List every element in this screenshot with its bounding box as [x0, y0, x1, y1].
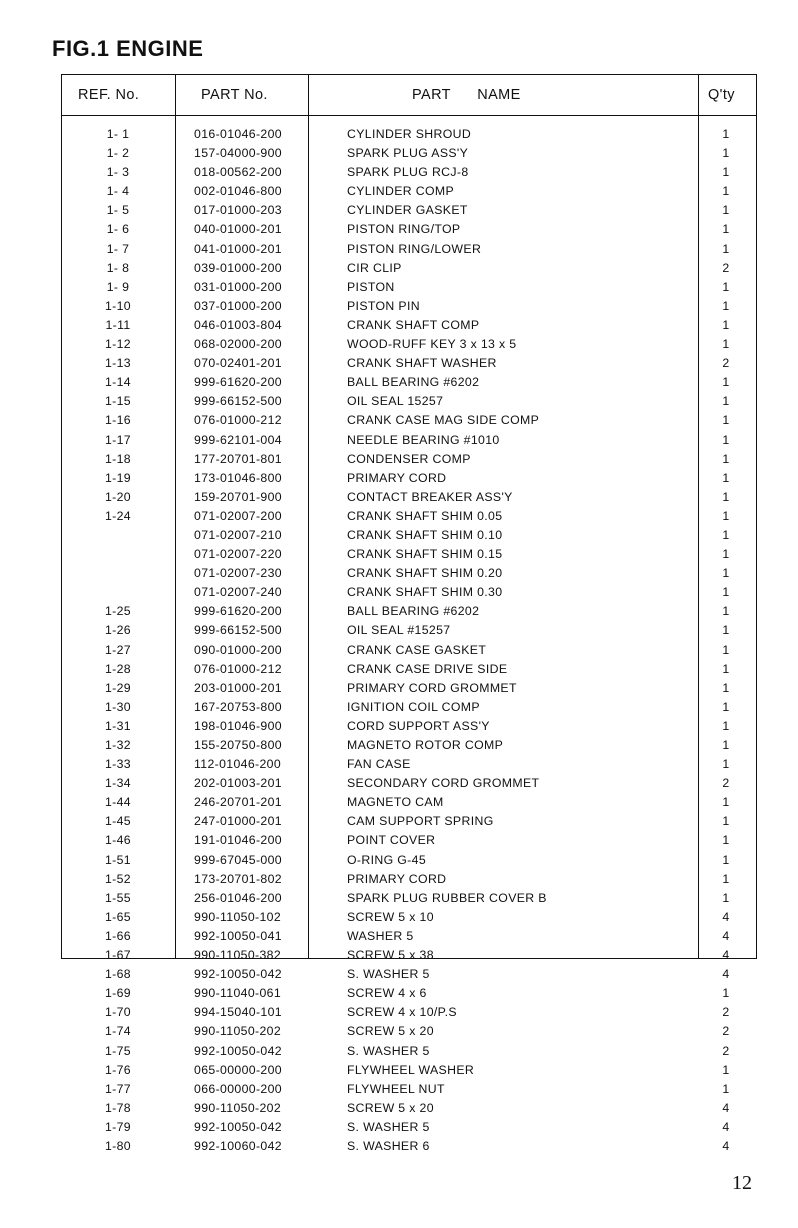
table-row [62, 1100, 756, 1119]
part-name-cell: CRANK SHAFT COMP [347, 317, 480, 332]
table-row [62, 164, 756, 183]
table-row [62, 1138, 756, 1157]
quantity-cell: 2 [722, 260, 730, 275]
part-name-cell: PRIMARY CORD [347, 470, 447, 485]
part-no-cell: 992-10050-041 [194, 928, 282, 943]
ref-no-cell: 1-65 [104, 909, 131, 924]
table-row [62, 336, 756, 355]
part-name-cell: SCREW 4 x 10/P.S [347, 1005, 457, 1020]
ref-no-cell: 1-20 [104, 489, 131, 504]
quantity-cell: 1 [722, 432, 730, 447]
part-no-cell: 071-02007-210 [194, 527, 282, 542]
part-no-cell: 247-01000-201 [194, 814, 282, 829]
table-row [62, 737, 756, 756]
part-name-cell: CRANK SHAFT SHIM 0.05 [347, 508, 503, 523]
table-row [62, 661, 756, 680]
part-no-cell: 202-01003-201 [194, 776, 282, 791]
table-row [62, 642, 756, 661]
table-row [62, 985, 756, 1004]
quantity-cell: 1 [722, 241, 730, 256]
quantity-cell: 1 [722, 738, 730, 752]
part-no-cell: 999-66152-500 [194, 394, 282, 409]
ref-no-cell: 1-26 [104, 623, 131, 638]
ref-no-cell: 1-18 [104, 451, 131, 466]
quantity-cell: 1 [722, 317, 730, 332]
part-name-cell: SCREW 5 x 10 [347, 909, 434, 924]
ref-no-cell: 1-44 [104, 795, 131, 810]
table-row [62, 832, 756, 851]
part-no-cell: 990-11050-102 [194, 909, 282, 924]
quantity-cell: 1 [722, 890, 730, 905]
quantity-cell: 1 [722, 833, 730, 848]
quantity-cell: 2 [722, 1005, 730, 1020]
part-no-cell: 203-01000-201 [194, 680, 282, 695]
table-row [62, 546, 756, 565]
quantity-cell: 1 [722, 623, 730, 638]
part-name-cell: CRANK CASE MAG SIDE COMP [347, 413, 540, 428]
quantity-cell: 2 [722, 1024, 730, 1039]
ref-no-cell: 1-33 [104, 757, 131, 772]
part-name-cell: OIL SEAL #15257 [347, 623, 451, 638]
part-name-cell: PISTON [347, 279, 395, 294]
table-row [62, 928, 756, 947]
part-name-cell: BALL BEARING #6202 [347, 604, 480, 619]
header-part-no: PART No. [201, 87, 268, 103]
ref-no-cell: 1-80 [104, 1138, 131, 1153]
ref-no-cell: 1-29 [104, 680, 131, 695]
ref-no-cell: 1-70 [104, 1005, 131, 1020]
table-row [62, 393, 756, 412]
table-row [62, 221, 756, 240]
quantity-cell: 1 [722, 184, 730, 199]
table-row [62, 890, 756, 909]
ref-no-cell: 1-12 [104, 337, 131, 352]
part-no-cell: 068-02000-200 [194, 337, 282, 352]
part-no-cell: 155-20750-800 [194, 738, 282, 752]
quantity-cell: 4 [722, 928, 730, 943]
part-name-cell: WASHER 5 [347, 928, 414, 943]
part-name-cell: O-RING G-45 [347, 852, 427, 867]
table-row [62, 355, 756, 374]
table-row [62, 260, 756, 279]
page-number: 12 [732, 1172, 752, 1194]
quantity-cell: 1 [722, 165, 730, 180]
table-row [62, 909, 756, 928]
table-row [62, 813, 756, 832]
part-name-cell: CRANK CASE DRIVE SIDE [347, 661, 508, 676]
part-name-cell: PRIMARY CORD [347, 871, 447, 886]
part-no-cell: 076-01000-212 [194, 661, 282, 676]
table-row [62, 1119, 756, 1138]
part-name-cell: NEEDLE BEARING #1010 [347, 432, 500, 447]
table-row [62, 279, 756, 298]
table-row [62, 1081, 756, 1100]
quantity-cell: 4 [722, 967, 730, 982]
part-no-cell: 173-01046-800 [194, 470, 282, 485]
part-name-cell: CRANK SHAFT WASHER [347, 356, 497, 371]
ref-no-cell: 1-78 [104, 1100, 131, 1115]
quantity-cell: 1 [722, 814, 730, 829]
table-row [62, 699, 756, 718]
quantity-cell: 1 [722, 203, 730, 218]
table-row [62, 565, 756, 584]
ref-no-cell: 1-77 [104, 1081, 131, 1096]
part-no-cell: 018-00562-200 [194, 165, 282, 180]
part-name-cell: FLYWHEEL NUT [347, 1081, 445, 1096]
quantity-cell: 4 [722, 1100, 730, 1115]
table-row [62, 756, 756, 775]
quantity-cell: 1 [722, 699, 730, 714]
part-no-cell: 177-20701-801 [194, 451, 282, 466]
quantity-cell: 2 [722, 776, 730, 791]
part-name-cell: CIR CLIP [347, 260, 402, 275]
ref-no-cell: 1-51 [104, 852, 131, 867]
ref-no-cell: 1-25 [104, 604, 131, 619]
header-divider [62, 115, 756, 116]
part-no-cell: 992-10060-042 [194, 1138, 282, 1153]
table-row [62, 202, 756, 221]
quantity-cell: 1 [722, 1081, 730, 1096]
part-name-cell: PRIMARY CORD GROMMET [347, 680, 517, 695]
part-no-cell: 071-02007-200 [194, 508, 282, 523]
part-name-cell: CRANK SHAFT SHIM 0.20 [347, 566, 503, 581]
quantity-cell: 1 [722, 146, 730, 161]
quantity-cell: 1 [722, 795, 730, 810]
part-name-cell: CRANK CASE GASKET [347, 642, 487, 657]
part-no-cell: 031-01000-200 [194, 279, 282, 294]
ref-no-cell: 1-69 [104, 986, 131, 1001]
part-name-cell: S. WASHER 5 [347, 1043, 430, 1058]
part-name-cell: CONTACT BREAKER ASS'Y [347, 489, 513, 504]
part-name-cell: CRANK SHAFT SHIM 0.15 [347, 547, 503, 562]
quantity-cell: 1 [722, 871, 730, 886]
part-no-cell: 016-01046-200 [194, 127, 282, 141]
table-row [62, 794, 756, 813]
quantity-cell: 1 [722, 566, 730, 581]
part-no-cell: 173-20701-802 [194, 871, 282, 886]
quantity-cell: 1 [722, 375, 730, 390]
table-row [62, 1043, 756, 1062]
ref-no-cell: 1-68 [104, 967, 131, 982]
table-row [62, 680, 756, 699]
ref-no-cell: 1- 5 [106, 203, 130, 218]
quantity-cell: 1 [722, 680, 730, 695]
ref-no-cell: 1-31 [104, 718, 131, 733]
part-no-cell: 071-02007-220 [194, 547, 282, 562]
ref-no-cell: 1- 7 [106, 241, 130, 256]
part-name-cell: FLYWHEEL WASHER [347, 1062, 475, 1077]
ref-no-cell: 1-10 [104, 298, 131, 313]
ref-no-cell: 1- 3 [106, 165, 130, 180]
table-row [62, 603, 756, 622]
quantity-cell: 1 [722, 986, 730, 1001]
part-name-cell: PISTON RING/LOWER [347, 241, 482, 256]
quantity-cell: 1 [722, 604, 730, 619]
table-row [62, 374, 756, 393]
part-no-cell: 992-10050-042 [194, 1119, 282, 1134]
ref-no-cell: 1- 4 [106, 184, 130, 199]
part-no-cell: 017-01000-203 [194, 203, 282, 218]
ref-no-cell: 1-16 [104, 413, 131, 428]
ref-no-cell: 1-75 [104, 1043, 131, 1058]
part-name-cell: SCREW 4 x 6 [347, 986, 427, 1001]
part-name-cell: S. WASHER 6 [347, 1138, 430, 1153]
quantity-cell: 1 [722, 413, 730, 428]
part-no-cell: 112-01046-200 [194, 757, 282, 772]
header-ref-no: REF. No. [78, 87, 140, 103]
parts-list [62, 126, 756, 1157]
part-no-cell: 157-04000-900 [194, 146, 282, 161]
ref-no-cell: 1-15 [104, 394, 131, 409]
part-name-cell: CYLINDER COMP [347, 184, 455, 199]
ref-no-cell: 1-76 [104, 1062, 131, 1077]
part-name-cell: SPARK PLUG RUBBER COVER B [347, 890, 547, 905]
part-no-cell: 066-00000-200 [194, 1081, 282, 1096]
part-no-cell: 191-01046-200 [194, 833, 282, 848]
part-no-cell: 992-10050-042 [194, 967, 282, 982]
table-row [62, 298, 756, 317]
quantity-cell: 1 [722, 661, 730, 676]
quantity-cell: 2 [722, 1043, 730, 1058]
table-row [62, 183, 756, 202]
ref-no-cell: 1-66 [104, 928, 131, 943]
ref-no-cell: 1-13 [104, 356, 131, 371]
part-name-cell: SPARK PLUG ASS'Y [347, 146, 469, 161]
parts-table [61, 74, 757, 1153]
part-name-cell: MAGNETO CAM [347, 795, 444, 810]
quantity-cell: 1 [722, 127, 730, 141]
part-no-cell: 037-01000-200 [194, 298, 282, 313]
table-row [62, 241, 756, 260]
part-no-cell: 992-10050-042 [194, 1043, 282, 1058]
part-name-cell: SCREW 5 x 20 [347, 1100, 434, 1115]
part-no-cell: 999-61620-200 [194, 375, 282, 390]
part-name-cell: SPARK PLUG RCJ-8 [347, 165, 469, 180]
ref-no-cell: 1-67 [104, 948, 131, 963]
quantity-cell: 4 [722, 948, 730, 963]
part-name-cell: SECONDARY CORD GROMMET [347, 776, 540, 791]
ref-no-cell: 1-17 [104, 432, 131, 447]
part-no-cell: 990-11040-061 [194, 986, 282, 1001]
table-row [62, 718, 756, 737]
ref-no-cell: 1-11 [105, 317, 131, 332]
quantity-cell: 1 [722, 337, 730, 352]
quantity-cell: 1 [722, 451, 730, 466]
quantity-cell: 1 [722, 222, 730, 237]
part-name-cell: CORD SUPPORT ASS'Y [347, 718, 490, 733]
quantity-cell: 1 [722, 279, 730, 294]
ref-no-cell: 1- 6 [106, 222, 130, 237]
part-no-cell: 039-01000-200 [194, 260, 282, 275]
table-row [62, 852, 756, 871]
quantity-cell: 1 [722, 489, 730, 504]
ref-no-cell: 1- 2 [106, 146, 130, 161]
part-no-cell: 040-01000-201 [194, 222, 282, 237]
ref-no-cell: 1-32 [104, 738, 131, 752]
part-no-cell: 071-02007-240 [194, 585, 282, 600]
part-no-cell: 041-01000-201 [194, 241, 282, 256]
part-name-cell: PISTON PIN [347, 298, 420, 313]
table-row [62, 622, 756, 641]
quantity-cell: 1 [722, 718, 730, 733]
header-quantity: Q'ty [708, 87, 735, 103]
part-no-cell: 999-66152-500 [194, 623, 282, 638]
quantity-cell: 1 [722, 527, 730, 542]
part-name-cell: OIL SEAL 15257 [347, 394, 444, 409]
table-row [62, 584, 756, 603]
quantity-cell: 1 [722, 470, 730, 485]
quantity-cell: 1 [722, 298, 730, 313]
ref-no-cell: 1-14 [104, 375, 131, 390]
quantity-cell: 1 [722, 1062, 730, 1077]
part-no-cell: 999-61620-200 [194, 604, 282, 619]
table-row [62, 508, 756, 527]
quantity-cell: 2 [722, 356, 730, 371]
part-no-cell: 999-67045-000 [194, 852, 282, 867]
part-no-cell: 198-01046-900 [194, 718, 282, 733]
quantity-cell: 1 [722, 642, 730, 657]
table-row [62, 1023, 756, 1042]
part-no-cell: 990-11050-382 [194, 948, 282, 963]
ref-no-cell: 1-52 [104, 871, 131, 886]
ref-no-cell: 1-28 [104, 661, 131, 676]
table-row [62, 412, 756, 431]
part-name-cell: SCREW 5 x 38 [347, 948, 434, 963]
table-row [62, 871, 756, 890]
ref-no-cell: 1- 8 [106, 260, 130, 275]
ref-no-cell: 1-27 [104, 642, 131, 657]
part-no-cell: 990-11050-202 [194, 1100, 282, 1115]
ref-no-cell: 1-30 [104, 699, 131, 714]
part-no-cell: 159-20701-900 [194, 489, 282, 504]
ref-no-cell: 1-34 [104, 776, 131, 791]
part-no-cell: 071-02007-230 [194, 566, 282, 581]
ref-no-cell: 1- 9 [106, 279, 130, 294]
table-row [62, 317, 756, 336]
page-title: FIG.1 ENGINE [52, 36, 204, 61]
part-name-cell: S. WASHER 5 [347, 1119, 430, 1134]
part-name-cell: S. WASHER 5 [347, 967, 430, 982]
part-name-cell: POINT COVER [347, 833, 436, 848]
part-name-cell: PISTON RING/TOP [347, 222, 461, 237]
ref-no-cell: 1-45 [104, 814, 131, 829]
part-no-cell: 002-01046-800 [194, 184, 282, 199]
table-row [62, 432, 756, 451]
table-row [62, 489, 756, 508]
quantity-cell: 4 [722, 909, 730, 924]
quantity-cell: 4 [722, 1138, 730, 1153]
quantity-cell: 1 [722, 757, 730, 772]
quantity-cell: 1 [722, 852, 730, 867]
table-row [62, 145, 756, 164]
part-no-cell: 246-20701-201 [194, 795, 282, 810]
ref-no-cell: 1-79 [104, 1119, 131, 1134]
quantity-cell: 1 [722, 394, 730, 409]
part-name-cell: SCREW 5 x 20 [347, 1024, 434, 1039]
part-no-cell: 046-01003-804 [194, 317, 282, 332]
part-name-cell: CYLINDER SHROUD [347, 127, 472, 141]
part-name-cell: FAN CASE [347, 757, 411, 772]
quantity-cell: 4 [722, 1119, 730, 1134]
table-row [62, 966, 756, 985]
table-row [62, 1062, 756, 1081]
ref-no-cell: 1-46 [104, 833, 131, 848]
ref-no-cell: 1- 1 [106, 127, 130, 141]
part-no-cell: 256-01046-200 [194, 890, 282, 905]
part-name-cell: CRANK SHAFT SHIM 0.30 [347, 585, 503, 600]
ref-no-cell: 1-19 [104, 470, 131, 485]
table-row [62, 527, 756, 546]
part-no-cell: 076-01000-212 [194, 413, 282, 428]
part-no-cell: 090-01000-200 [194, 642, 282, 657]
header-part-name: PART NAME [412, 87, 521, 103]
table-row [62, 775, 756, 794]
ref-no-cell: 1-74 [104, 1024, 131, 1039]
table-row [62, 947, 756, 966]
part-no-cell: 167-20753-800 [194, 699, 282, 714]
part-name-cell: WOOD-RUFF KEY 3 x 13 x 5 [347, 337, 517, 352]
part-name-cell: CYLINDER GASKET [347, 203, 468, 218]
part-name-cell: CRANK SHAFT SHIM 0.10 [347, 527, 503, 542]
ref-no-cell: 1-55 [104, 890, 131, 905]
part-no-cell: 994-15040-101 [194, 1005, 282, 1020]
part-name-cell: CONDENSER COMP [347, 451, 471, 466]
part-name-cell: MAGNETO ROTOR COMP [347, 738, 504, 752]
part-name-cell: CAM SUPPORT SPRING [347, 814, 494, 829]
table-row [62, 126, 756, 145]
ref-no-cell: 1-24 [104, 508, 131, 523]
part-no-cell: 999-62101-004 [194, 432, 282, 447]
quantity-cell: 1 [722, 585, 730, 600]
quantity-cell: 1 [722, 508, 730, 523]
part-no-cell: 990-11050-202 [194, 1024, 282, 1039]
part-no-cell: 065-00000-200 [194, 1062, 282, 1077]
part-name-cell: BALL BEARING #6202 [347, 375, 480, 390]
part-no-cell: 070-02401-201 [194, 356, 282, 371]
part-name-cell: IGNITION COIL COMP [347, 699, 480, 714]
table-row [62, 470, 756, 489]
table-row [62, 1004, 756, 1023]
quantity-cell: 1 [722, 547, 730, 562]
table-row [62, 451, 756, 470]
